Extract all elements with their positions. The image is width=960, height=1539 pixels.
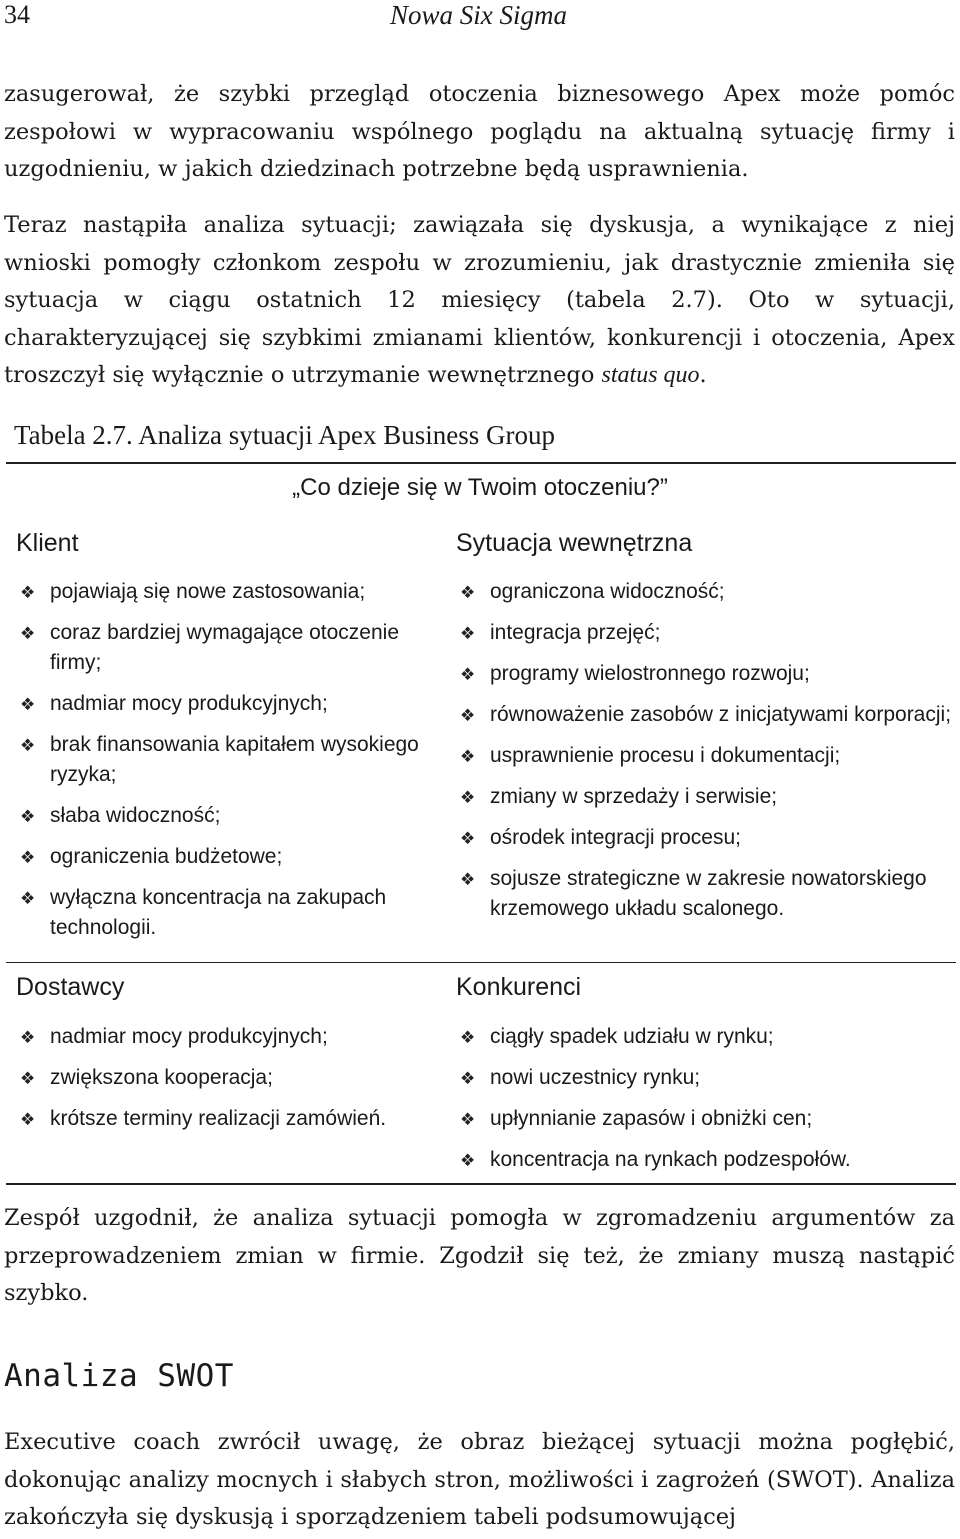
sytuacja-list-item [456, 823, 956, 853]
diamond-bullet-icon: ❖ [20, 624, 36, 643]
paragraph-analysis-end: . [699, 362, 707, 388]
list-item-text: zwiększona kooperacja; [50, 1066, 273, 1089]
diamond-bullet-icon: ❖ [20, 1028, 36, 1047]
diamond-bullet-icon: ❖ [460, 665, 476, 684]
sytuacja-list-item [456, 700, 956, 730]
sytuacja-list-item [456, 577, 956, 607]
klient-list-item [16, 689, 426, 719]
sytuacja-list-item [456, 618, 956, 648]
dostawcy-list-item [16, 1063, 436, 1093]
konkurenci-list-item [456, 1104, 956, 1134]
table-top-rule [6, 462, 956, 464]
list-item-text: krótsze terminy realizacji zamówień. [50, 1107, 387, 1130]
list-item-text: programy wielostronnego rozwoju; [490, 662, 810, 685]
list-item-text: ograniczenia budżetowe; [50, 845, 283, 868]
table-heading: „Co dzieje się w Twoim otoczeniu?” [292, 474, 668, 501]
page-header [0, 0, 960, 40]
list-item-text: coraz bardziej wymagające otoczenie firmy; [50, 621, 400, 674]
list-item-text: brak finansowania kapitałem wysokiego ryzyka; [50, 733, 419, 786]
diamond-bullet-icon: ❖ [460, 1110, 476, 1129]
table-bottom-rule [6, 1183, 956, 1185]
diamond-bullet-icon: ❖ [460, 1069, 476, 1088]
diamond-bullet-icon: ❖ [460, 1151, 476, 1170]
list-item-text: nowi uczestnicy rynku; [490, 1066, 701, 1089]
diamond-bullet-icon: ❖ [20, 695, 36, 714]
klient-list [16, 577, 426, 954]
list-item-text: nadmiar mocy produkcyjnych; [50, 692, 328, 715]
list-item-text: usprawnienie procesu i dokumentacji; [490, 744, 841, 767]
klient-list-item [16, 842, 426, 872]
diamond-bullet-icon: ❖ [20, 583, 36, 602]
diamond-bullet-icon: ❖ [20, 1069, 36, 1088]
diamond-bullet-icon: ❖ [20, 1110, 36, 1129]
page-number: 34 [4, 0, 30, 29]
klient-list-item [16, 730, 426, 790]
list-item-text: sojusze strategiczne w zakresie nowatorskiego krzemowego układu scalonego. [490, 867, 927, 920]
list-item-text: zmiany w sprzedaży i serwisie; [490, 785, 778, 808]
list-item-text: koncentracja na rynkach podzespołów. [490, 1148, 851, 1171]
list-item-text: ograniczona widoczność; [490, 580, 725, 603]
sytuacja-list-item [456, 741, 956, 771]
list-item-text: integracja przejęć; [490, 621, 661, 644]
diamond-bullet-icon: ❖ [460, 788, 476, 807]
diamond-bullet-icon: ❖ [20, 889, 36, 908]
diamond-bullet-icon: ❖ [460, 747, 476, 766]
paragraph-analysis-main: Teraz nastąpiła analiza sytuacji; zawiązała się dyskusja, a wynikające z niej wnioski pomogły członkom zespołu w zrozumieniu, jak drastycznie zmieniła się sytuacja w ciągu ostatnich 12 miesięcy (tabela 2.7). Oto w sytuacji, charakteryzującej się szybkimi zmianami klientów, konkurencji i otoczenia, Apex troszczył się wyłącznie o utrzymanie wewnętrznego [4, 212, 955, 388]
konkurenci-list [456, 1022, 956, 1186]
konkurenci-list-item [456, 1063, 956, 1093]
table-middle-rule [6, 962, 956, 963]
klient-list-item [16, 577, 426, 607]
column-title-sytuacja: Sytuacja wewnętrzna [456, 529, 693, 557]
column-title-dostawcy: Dostawcy [16, 973, 125, 1001]
column-title-klient: Klient [16, 529, 79, 557]
klient-list-item [16, 618, 426, 678]
diamond-bullet-icon: ❖ [460, 829, 476, 848]
diamond-bullet-icon: ❖ [460, 1028, 476, 1047]
konkurenci-list-item [456, 1022, 956, 1052]
list-item-text: wyłączna koncentracja na zakupach technologii. [50, 886, 387, 939]
status-quo-italic: status quo [601, 362, 700, 388]
running-title: Nowa Six Sigma [390, 0, 568, 30]
table-caption: Tabela 2.7. Analiza sytuacji Apex Business Group [14, 420, 556, 450]
list-item-text: słaba widoczność; [50, 804, 221, 827]
konkurenci-list-item [456, 1145, 956, 1175]
list-item-text: pojawiają się nowe zastosowania; [50, 580, 366, 603]
paragraph-swot: Executive coach zwrócił uwagę, że obraz bieżącej sytuacji można pogłębić, dokonując analizy mocnych i słabych stron, możliwości i zagrożeń (SWOT). Analiza zakończyła się dyskusją i sporządzeniem tabeli podsumowującej [4, 1429, 955, 1530]
sytuacja-list-item [456, 659, 956, 689]
paragraph-intro: zasugerował, że szybki przegląd otoczenia biznesowego Apex może pomóc zespołowi w wypracowaniu wspólnego poglądu na aktualną sytuację firmy i uzgodnieniu, w jakich dziedzinach potrzebne będą usprawnienia. [4, 81, 955, 182]
diamond-bullet-icon: ❖ [20, 807, 36, 826]
column-title-konkurenci: Konkurenci [456, 973, 582, 1001]
sytuacja-list-item [456, 864, 956, 924]
list-item-text: równoważenie zasobów z inicjatywami korporacji; [490, 703, 952, 726]
klient-list-item [16, 883, 426, 943]
paragraph-agreement: Zespół uzgodnił, że analiza sytuacji pomogła w zgromadzeniu argumentów za przeprowadzeniem zmian w firmie. Zgodził się też, że zmiany muszą nastąpić szybko. [4, 1205, 955, 1306]
diamond-bullet-icon: ❖ [460, 706, 476, 725]
sytuacja-list-item [456, 782, 956, 812]
list-item-text: ciągły spadek udziału w rynku; [490, 1025, 774, 1048]
dostawcy-list-item [16, 1104, 436, 1134]
list-item-text: ośrodek integracji procesu; [490, 826, 741, 849]
dostawcy-list-item [16, 1022, 436, 1052]
paragraph-analysis [4, 207, 955, 395]
diamond-bullet-icon: ❖ [20, 736, 36, 755]
section-title: Analiza SWOT [4, 1358, 234, 1394]
diamond-bullet-icon: ❖ [460, 870, 476, 889]
diamond-bullet-icon: ❖ [460, 583, 476, 602]
diamond-bullet-icon: ❖ [460, 624, 476, 643]
sytuacja-list [456, 577, 956, 935]
list-item-text: nadmiar mocy produkcyjnych; [50, 1025, 328, 1048]
list-item-text: upłynnianie zapasów i obniżki cen; [490, 1107, 813, 1130]
klient-list-item [16, 801, 426, 831]
diamond-bullet-icon: ❖ [20, 848, 36, 867]
dostawcy-list [16, 1022, 436, 1145]
